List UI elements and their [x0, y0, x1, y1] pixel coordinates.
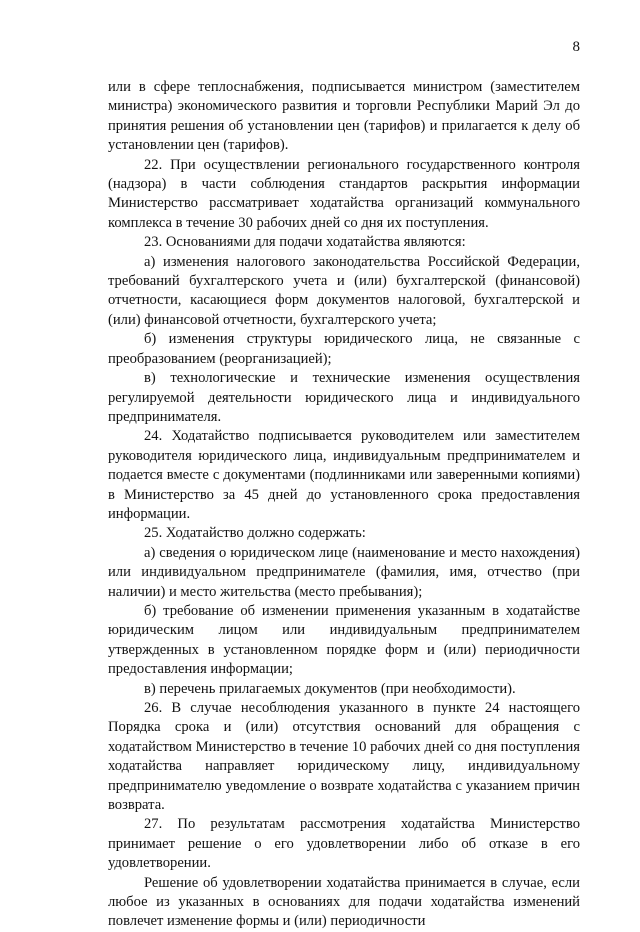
- paragraph: 23. Основаниями для подачи ходатайства являются:: [144, 234, 466, 251]
- paragraph: 22. При осуществлении регионального государственного контроля (надзора) в части соблюдения стандартов раскрытия информации Министерство рассматривает ходатайства организаций коммунального комплекса в течение 30 рабочих дней со дня их поступления.: [108, 156, 580, 231]
- paragraph: 24. Ходатайство подписывается руководителем или заместителем руководителя юридического лица, индивидуальным предпринимателем и подается вместе с документами (подлинниками или заверенными копиями) в Министерство за 45 дней до установленного срока предоставления информации.: [108, 428, 580, 522]
- paragraph: Решение об удовлетворении ходатайства принимается в случае, если любое из указанных в основаниях для подачи ходатайства изменений повлечет изменение формы и (или) периодичности: [108, 874, 580, 930]
- page-number: 8: [572, 39, 580, 55]
- paragraph: 27. По результатам рассмотрения ходатайства Министерство принимает решение о его удовлетворении либо об отказе в его удовлетворении.: [108, 816, 580, 872]
- paragraph: б) изменения структуры юридического лица, не связанные с преобразованием (реорганизацией);: [108, 331, 580, 367]
- paragraph: а) сведения о юридическом лице (наименование и место нахождения) или индивидуальном предпринимателе (фамилия, имя, отчество (при наличии) и место жительства (место пребывания);: [108, 544, 580, 600]
- paragraph: в) перечень прилагаемых документов (при необходимости).: [144, 680, 516, 697]
- paragraph: или в сфере теплоснабжения, подписывается министром (заместителем министра) экономического развития и торговли Республики Марий Эл до принятия решения об установлении цен (тарифов) и прилагается к делу об установлении цен (тарифов).: [108, 79, 580, 154]
- paragraph: 26. В случае несоблюдения указанного в пункте 24 настоящего Порядка срока и (или) отсутствия оснований для обращения с ходатайством Министерство в течение 10 рабочих дней со дня поступления ходатайства направляет юридическому лицу, индивидуальному предпринимателю уведомление о возврате ходатайства с указанием причин возврата.: [108, 700, 580, 814]
- paragraph: а) изменения налогового законодательства Российской Федерации, требований бухгалтерского учета и (или) бухгалтерской (финансовой) отчетности, касающиеся форм документов налоговой, бухгалтерской и (или) финансовой отчетности, бухгалтерского учета;: [108, 253, 580, 328]
- document-body: [108, 78, 580, 932]
- paragraph: 25. Ходатайство должно содержать:: [144, 525, 366, 542]
- paragraph: б) требование об изменении применения указанным в ходатайстве юридическим лицом или индивидуальным предпринимателем утвержденных в установленном порядке форм и (или) периодичности предоставления информации;: [108, 602, 580, 678]
- paragraph: в) технологические и технические изменения осуществления регулируемой деятельности юридического лица и индивидуального предпринимателя.: [108, 370, 580, 425]
